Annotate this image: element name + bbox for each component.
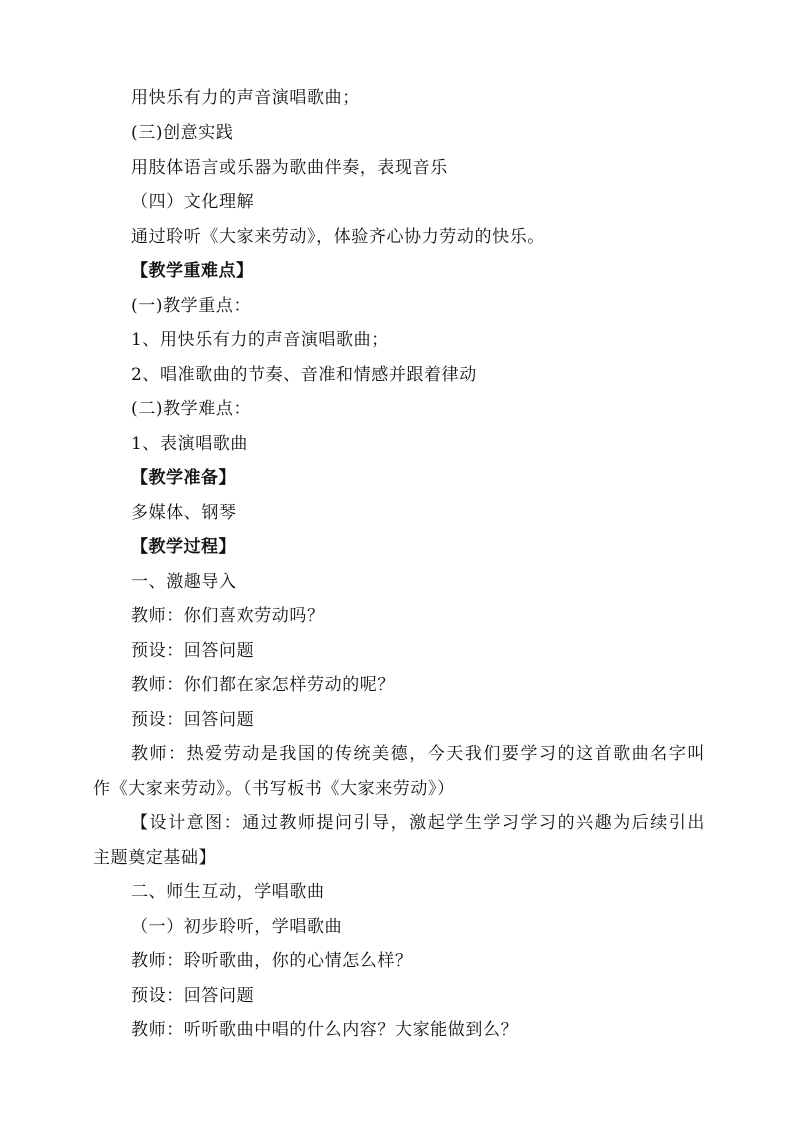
list-item: 2、唱准歌曲的节奏、音准和情感并跟着律动 <box>131 365 477 385</box>
section-heading: 二、师生互动，学唱歌曲 <box>131 882 325 902</box>
text-line: 作《大家来劳动》。（书写板书《大家来劳动》） <box>93 779 455 799</box>
bold-heading: 【教学过程】 <box>131 537 236 557</box>
section-heading: (一)教学重点： <box>131 296 252 316</box>
section-heading: （一）初步聆听，学唱歌曲 <box>131 917 343 937</box>
section-heading: 一、激趣导入 <box>131 572 237 592</box>
list-item: 1、表演唱歌曲 <box>131 434 249 454</box>
design-intent-line: 【设计意图：通过教师提问引导，激起学生学习学习的兴趣为后续引出 <box>131 813 705 833</box>
text-line: 用快乐有力的声音演唱歌曲； <box>131 88 360 108</box>
text-line: 通过聆听《大家来劳动》，体验齐心协力劳动的快乐。 <box>131 227 545 247</box>
dialogue-line: 教师：聆听歌曲，你的心情怎么样？ <box>131 951 413 971</box>
design-intent-line: 主题奠定基础】 <box>93 848 217 868</box>
section-heading: (二)教学难点： <box>131 399 252 419</box>
dialogue-line: 预设：回答问题 <box>131 986 255 1006</box>
dialogue-line: 预设：回答问题 <box>131 641 255 661</box>
section-heading: (三)创意实践 <box>131 123 234 143</box>
dialogue-line: 教师：听听歌曲中唱的什么内容？大家能做到么？ <box>131 1020 519 1040</box>
list-item: 1、用快乐有力的声音演唱歌曲； <box>131 330 389 350</box>
bold-heading: 【教学重难点】 <box>131 261 254 281</box>
dialogue-line: 预设：回答问题 <box>131 710 255 730</box>
dialogue-line: 教师：热爱劳动是我国的传统美德，今天我们要学习的这首歌曲名字叫 <box>131 744 705 764</box>
dialogue-line: 教师：你们都在家怎样劳动的呢？ <box>131 675 395 695</box>
section-heading: （四）文化理解 <box>131 192 255 212</box>
text-line: 用肢体语言或乐器为歌曲伴奏，表现音乐 <box>131 158 448 178</box>
text-line: 多媒体、钢琴 <box>131 503 237 523</box>
dialogue-line: 教师：你们喜欢劳动吗？ <box>131 606 325 626</box>
bold-heading: 【教学准备】 <box>131 468 236 488</box>
